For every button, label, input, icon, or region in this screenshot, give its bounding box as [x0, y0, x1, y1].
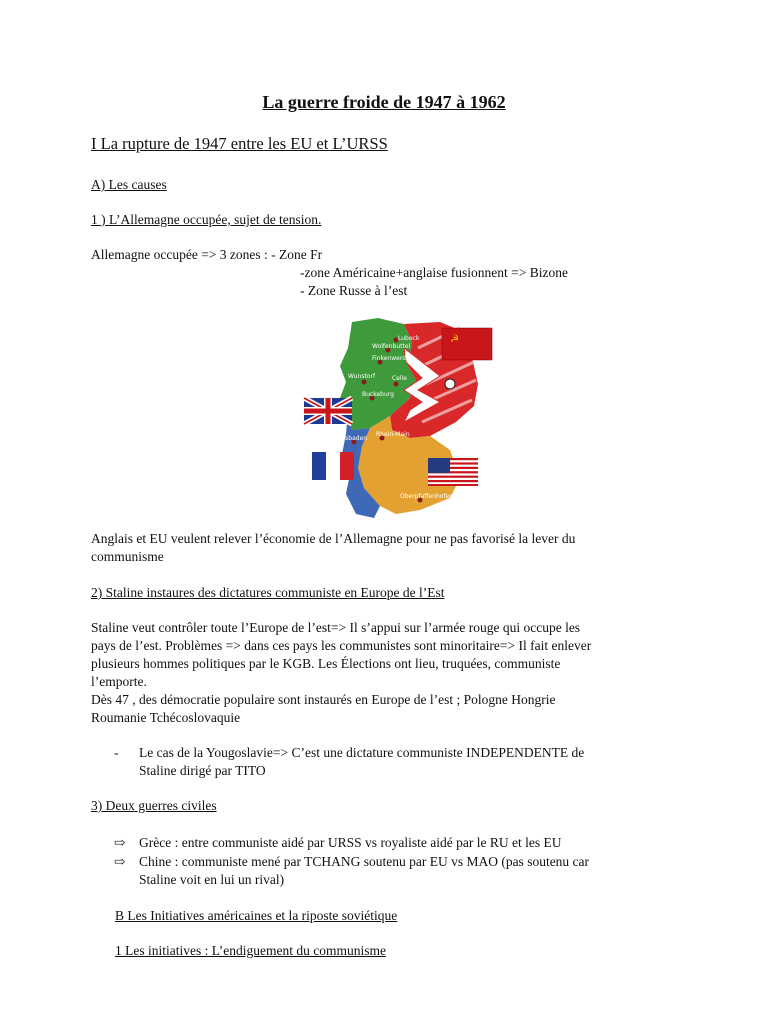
french-flag [312, 452, 354, 480]
svg-text:☭: ☭ [450, 334, 459, 345]
city-label: Celle [392, 375, 407, 382]
city-label: Wiesbaden [334, 435, 368, 442]
arrow-bullet-icon: ⇨ [114, 854, 126, 869]
british-flag [304, 398, 352, 424]
berlin-marker [445, 379, 455, 389]
yougoslavie-line-1: Le cas de la Yougoslavie=> C’est une dictature communiste INDEPENDENTE de [139, 745, 585, 760]
chine-item-line-1: Chine : communiste mené par TCHANG soutenu par EU vs MAO (pas soutenu car [139, 854, 590, 869]
city-label: Rhein-Main [376, 431, 410, 438]
document-title: La guerre froide de 1947 à 1962 [262, 92, 506, 112]
zones-line-1: Allemagne occupée => 3 zones : - Zone Fr [91, 247, 323, 262]
staline-paragraph-line-1: Staline veut contrôler toute l’Europe de l’est=> Il s’appui sur l’armée rouge qui occupe les [91, 620, 581, 635]
grece-item: Grèce : entre communiste aidé par URSS vs royaliste aidé par le RU et les EU [139, 835, 562, 850]
section-heading-1: I La rupture de 1947 entre les EU et L’URSS [91, 134, 388, 153]
city-label: Lubeck [398, 335, 420, 342]
yougoslavie-line-2: Staline dirigé par TITO [139, 763, 266, 778]
subheading-germany: 1 ) L’Allemagne occupée, sujet de tension. [91, 212, 322, 227]
zones-line-3: - Zone Russe à l’est [300, 283, 408, 298]
soviet-flag [442, 328, 492, 360]
staline-paragraph-line-3: plusieurs hommes politiques par le KGB. Les Élections ont lieu, truquées, communiste [91, 656, 561, 671]
germany-occupation-map [300, 318, 496, 524]
dash-bullet: - [114, 745, 119, 760]
section-heading-b: B Les Initiatives américaines et la riposte soviétique [115, 908, 398, 923]
subheading-endiguement: 1 Les initiatives : L’endiguement du communisme [115, 943, 386, 958]
subheading-staline: 2) Staline instaures des dictatures communiste en Europe de l’Est [91, 585, 445, 600]
subheading-causes: A) Les causes [91, 177, 167, 192]
city-label: Wolfenbuttel [372, 343, 411, 350]
staline-paragraph-line-5: Dès 47 , des démocratie populaire sont instaurés en Europe de l’est ; Pologne Hongrie [91, 692, 556, 707]
us-flag [428, 458, 478, 486]
zones-line-2: -zone Américaine+anglaise fusionnent => Bizone [300, 265, 569, 280]
chine-item-line-2: Staline voit en lui un rival) [139, 872, 285, 887]
economy-paragraph-line-2: communisme [91, 549, 164, 564]
subheading-civil-wars: 3) Deux guerres civiles [91, 798, 217, 813]
staline-paragraph-line-4: l’emporte. [91, 674, 147, 689]
staline-paragraph-line-2: pays de l’est. Problèmes => dans ces pays les communistes sont minoritaire=> Il fait enlever [91, 638, 592, 653]
city-label: Finkenwerder [372, 355, 413, 362]
city-label: Oberpfaffenhofen [400, 493, 453, 500]
staline-paragraph-line-6: Roumanie Tchécoslovaquie [91, 710, 241, 725]
economy-paragraph-line-1: Anglais et EU veulent relever l’économie de l’Allemagne pour ne pas favorisé la lever du [91, 531, 576, 546]
arrow-bullet-icon: ⇨ [114, 835, 126, 850]
city-label: Buckeburg [362, 391, 394, 398]
city-label: Wunstorf [348, 373, 376, 380]
